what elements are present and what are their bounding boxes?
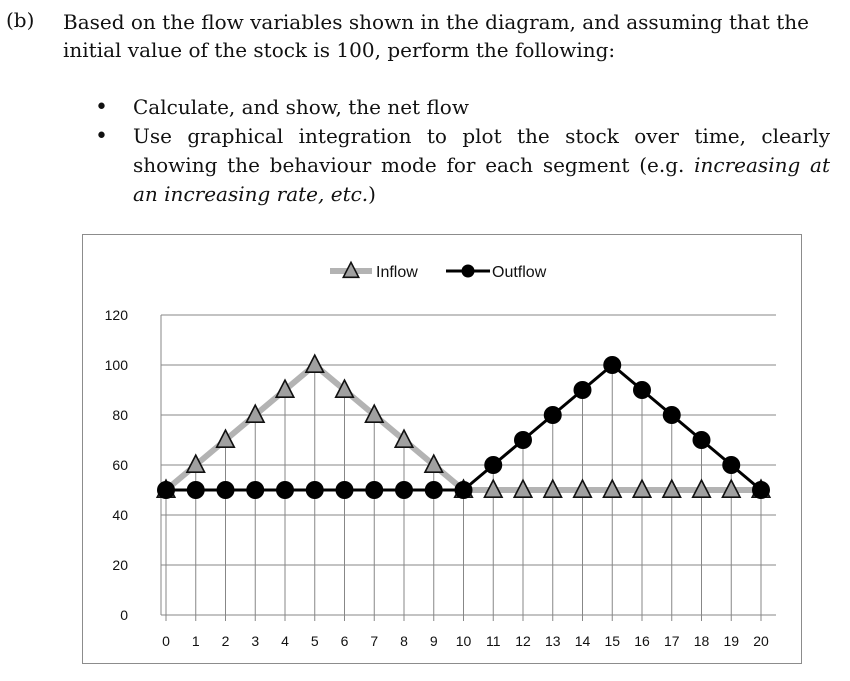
x-tick-label: 6 — [340, 633, 349, 649]
legend-outflow-marker — [462, 265, 475, 278]
y-tick-label: 40 — [112, 507, 128, 523]
x-tick-label: 14 — [574, 633, 591, 649]
instruction-text-italic: increasing at an increasing rate, etc. — [133, 153, 830, 206]
outflow-point — [276, 481, 294, 499]
outflow-point — [663, 406, 681, 424]
x-tick-label: 12 — [515, 633, 531, 649]
question-label: (b) — [6, 8, 35, 32]
x-tick-label: 20 — [753, 633, 769, 649]
y-tick-label: 80 — [112, 407, 128, 423]
outflow-point — [306, 481, 324, 499]
y-tick-label: 100 — [104, 357, 128, 373]
legend-inflow-label: Inflow — [376, 264, 418, 281]
x-tick-label: 3 — [251, 633, 260, 649]
x-tick-label: 2 — [221, 633, 230, 649]
outflow-point — [514, 431, 532, 449]
x-tick-label: 16 — [634, 633, 650, 649]
x-tick-label: 10 — [455, 633, 472, 649]
outflow-point — [693, 431, 711, 449]
instruction-net-flow-text: Calculate, and show, the net flow — [133, 95, 469, 119]
outflow-point — [484, 456, 502, 474]
outflow-point — [544, 406, 562, 424]
x-tick-label: 7 — [370, 633, 379, 649]
x-tick-label: 0 — [162, 633, 170, 649]
y-tick-label: 20 — [112, 557, 128, 573]
outflow-point — [425, 481, 443, 499]
x-tick-label: 5 — [310, 633, 319, 649]
outflow-point — [336, 481, 354, 499]
x-tick-label: 17 — [663, 633, 680, 649]
question-intro: Based on the flow variables shown in the diagram, and assuming that the initial value of the stock is 100, perform the following: — [63, 10, 809, 62]
y-tick-label: 120 — [104, 307, 128, 323]
instruction-text-b: ) — [368, 182, 376, 206]
outflow-point — [395, 481, 413, 499]
outflow-point — [187, 481, 205, 499]
x-tick-label: 18 — [693, 633, 710, 649]
x-tick-label: 19 — [723, 633, 740, 649]
instruction-text-a: Use graphical integration to plot the stock over time, clearly showing the behaviour mode for each segment (e.g. — [133, 124, 830, 177]
outflow-point — [455, 481, 473, 499]
outflow-point — [633, 381, 651, 399]
outflow-point — [217, 481, 235, 499]
outflow-point — [752, 481, 770, 499]
x-tick-label: 8 — [400, 633, 408, 649]
x-tick-label: 15 — [604, 633, 621, 649]
x-tick-label: 11 — [485, 633, 501, 649]
x-tick-label: 9 — [429, 633, 438, 649]
inflow-point — [306, 355, 324, 372]
outflow-point — [603, 356, 621, 374]
x-tick-label: 13 — [544, 633, 561, 649]
legend-outflow-label: Outflow — [492, 264, 547, 281]
x-tick-label: 1 — [191, 633, 200, 649]
outflow-point — [246, 481, 264, 499]
x-tick-label: 4 — [281, 633, 289, 649]
outflow-point — [365, 481, 383, 499]
outflow-point — [157, 481, 175, 499]
y-tick-label: 60 — [112, 457, 128, 473]
outflow-point — [722, 456, 740, 474]
y-tick-label: 0 — [120, 607, 128, 623]
outflow-point — [574, 381, 592, 399]
